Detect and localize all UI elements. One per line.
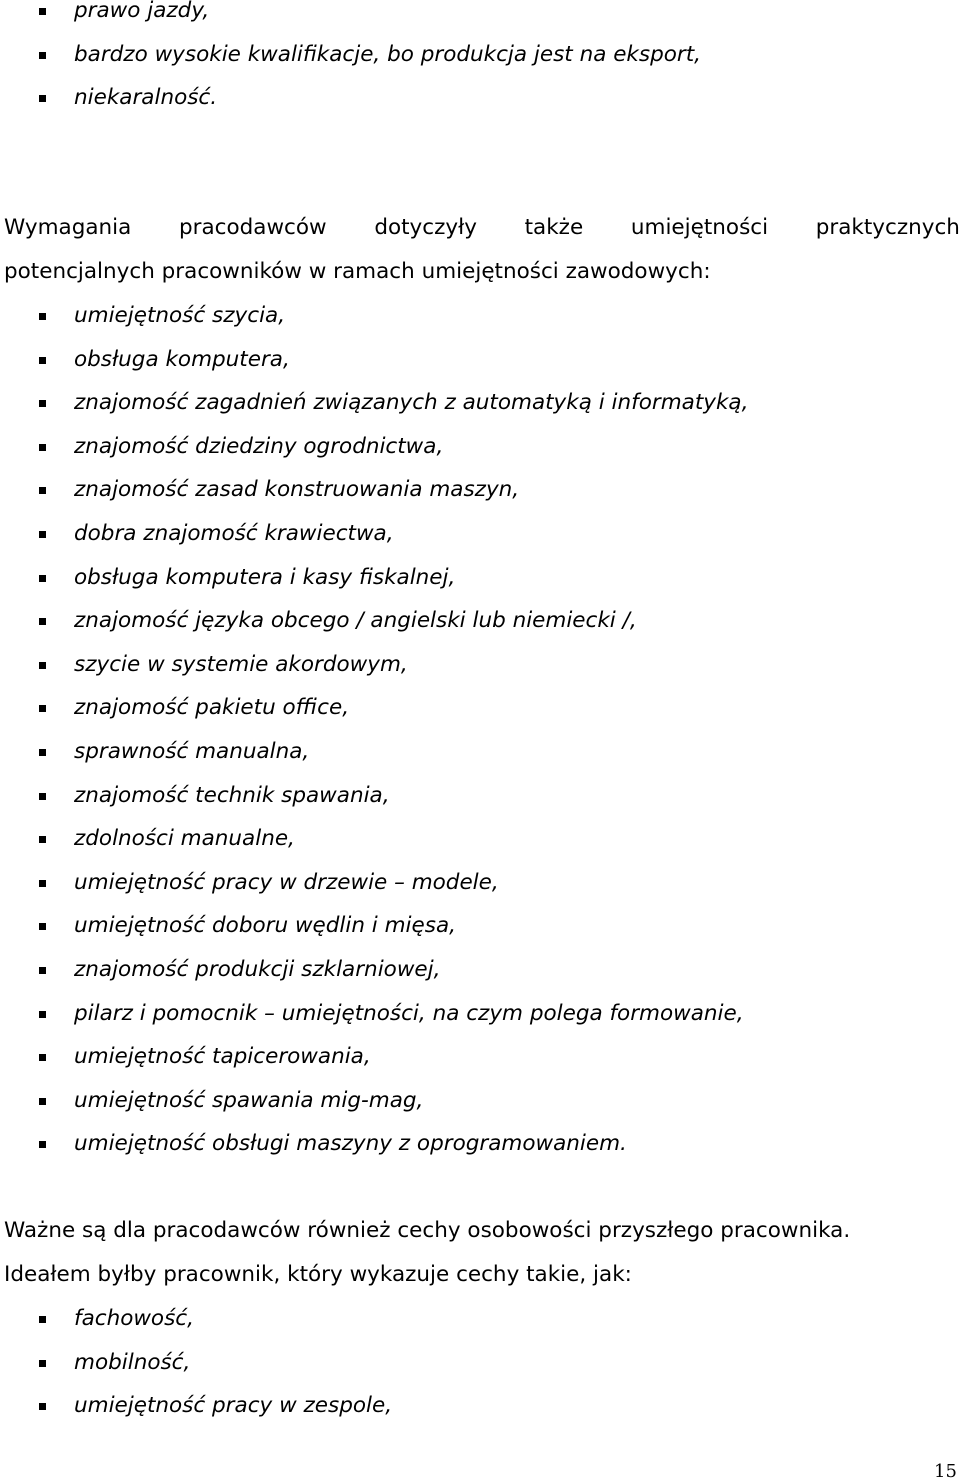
list-item-text: znajomość dziedziny ogrodnictwa, — [74, 433, 444, 459]
list-item-text: umiejętność spawania mig-mag, — [74, 1087, 424, 1113]
list-item — [0, 610, 960, 654]
list-item-text: sprawność manualna, — [74, 738, 310, 764]
list-item-text: umiejętność pracy w drzewie – modele, — [74, 869, 499, 895]
list-item — [0, 41, 960, 88]
list-item — [0, 87, 960, 131]
list-item — [0, 1308, 960, 1352]
list-item — [0, 782, 960, 829]
square-bullet-icon — [39, 836, 46, 843]
square-bullet-icon — [39, 357, 46, 364]
square-bullet-icon — [39, 923, 46, 930]
list-item — [0, 520, 960, 567]
list-item-text: szycie w systemie akordowym, — [74, 651, 408, 677]
list-item-text: umiejętność doboru wędlin i mięsa, — [74, 913, 456, 939]
word: dotyczyły — [374, 215, 477, 240]
list-item — [0, 651, 960, 698]
page-number: 15 — [934, 1461, 957, 1482]
word: praktycznych — [815, 215, 960, 240]
list-item-text: dobra znajomość krawiectwa, — [74, 520, 394, 546]
square-bullet-icon — [39, 749, 46, 756]
list-item — [0, 0, 960, 44]
square-bullet-icon — [39, 313, 46, 320]
square-bullet-icon — [39, 1098, 46, 1105]
list-item — [0, 915, 960, 959]
paragraph-skills-intro-line-2: potencjalnych pracowników w ramach umiejętności zawodowych: — [4, 259, 711, 284]
square-bullet-icon — [39, 1360, 46, 1367]
paragraph-traits-intro-line-2: Ideałem byłby pracownik, który wykazuje cechy takie, jak: — [4, 1262, 632, 1287]
list-item — [0, 564, 960, 611]
square-bullet-icon — [39, 95, 46, 102]
list-item — [0, 1395, 960, 1439]
list-item-text: znajomość produkcji szklarniowej, — [74, 956, 441, 982]
list-item-text: mobilność, — [74, 1349, 191, 1375]
list-item — [0, 346, 960, 393]
list-item-text: pilarz i pomocnik – umiejętności, na czym polega formowanie, — [74, 1000, 744, 1026]
list-item-text: umiejętność tapicerowania, — [74, 1044, 371, 1070]
skills-list — [0, 305, 960, 1177]
list-item — [0, 828, 960, 872]
list-item-text: obsługa komputera, — [74, 346, 290, 372]
list-item — [0, 1046, 960, 1090]
square-bullet-icon — [39, 705, 46, 712]
list-item-text: prawo jazdy, — [74, 0, 210, 23]
square-bullet-icon — [39, 8, 46, 15]
list-item-text: fachowość, — [74, 1306, 194, 1331]
list-item-text: znajomość zagadnień związanych z automatyką i informatyką, — [74, 390, 749, 416]
list-item — [0, 479, 960, 523]
requirements-list-top — [0, 0, 960, 131]
word: umiejętności — [630, 215, 769, 240]
word: pracodawców — [179, 215, 327, 240]
square-bullet-icon — [39, 444, 46, 451]
personality-traits-list — [0, 1308, 960, 1439]
list-item-text: zdolności manualne, — [74, 826, 295, 852]
square-bullet-icon — [39, 1316, 46, 1323]
square-bullet-icon — [39, 487, 46, 494]
square-bullet-icon — [39, 575, 46, 582]
square-bullet-icon — [39, 1054, 46, 1061]
square-bullet-icon — [39, 1011, 46, 1018]
list-item-text: znajomość języka obcego / angielski lub niemiecki /, — [74, 608, 637, 634]
list-item-text: umiejętność szycia, — [74, 303, 286, 328]
square-bullet-icon — [39, 618, 46, 625]
list-item — [0, 1087, 960, 1134]
list-item-text: umiejętność pracy w zespole, — [74, 1393, 393, 1419]
list-item-text: niekaralność. — [74, 85, 218, 111]
square-bullet-icon — [39, 1141, 46, 1148]
list-item — [0, 1000, 960, 1047]
square-bullet-icon — [39, 52, 46, 59]
list-item — [0, 956, 960, 1003]
list-item-text: bardzo wysokie kwalifikacje, bo produkcja jest na eksport, — [74, 41, 701, 67]
list-item-text: umiejętność obsługi maszyny z oprogramowaniem. — [74, 1131, 627, 1157]
square-bullet-icon — [39, 662, 46, 669]
list-item-text: obsługa komputera i kasy fiskalnej, — [74, 564, 456, 590]
paragraph-traits-intro-line-1: Ważne są dla pracodawców również cechy osobowości przyszłego pracownika. — [4, 1218, 851, 1243]
list-item — [0, 738, 960, 785]
list-item — [0, 1349, 960, 1396]
square-bullet-icon — [39, 400, 46, 407]
list-item — [0, 433, 960, 480]
square-bullet-icon — [39, 967, 46, 974]
list-item-text: znajomość pakietu office, — [74, 695, 350, 721]
list-item — [0, 697, 960, 741]
paragraph-skills-intro-line-1 — [4, 217, 960, 239]
word: Wymagania — [4, 215, 132, 240]
list-item-text: znajomość technik spawania, — [74, 782, 390, 808]
list-item — [0, 305, 960, 349]
list-item — [0, 869, 960, 916]
list-item — [0, 1133, 960, 1177]
word: także — [524, 215, 584, 240]
list-item — [0, 392, 960, 436]
square-bullet-icon — [39, 1403, 46, 1410]
square-bullet-icon — [39, 793, 46, 800]
square-bullet-icon — [39, 531, 46, 538]
list-item-text: znajomość zasad konstruowania maszyn, — [74, 477, 520, 503]
square-bullet-icon — [39, 880, 46, 887]
